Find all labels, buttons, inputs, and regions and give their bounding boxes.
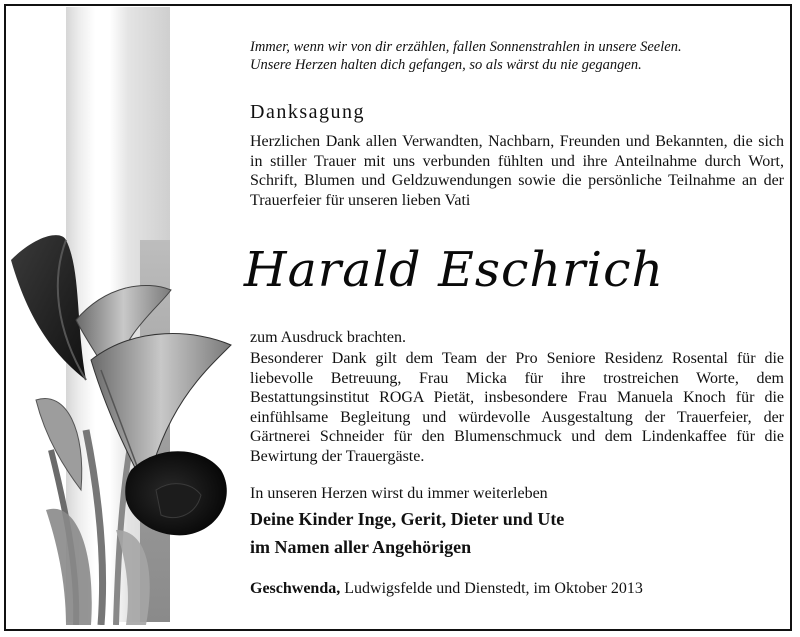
calla-lily-icon <box>6 230 236 625</box>
ausdruck-line: zum Ausdruck brachten. <box>250 329 406 346</box>
signature-line-1: Deine Kinder Inge, Gerit, Dieter und Ute <box>250 509 565 529</box>
heading: Danksagung <box>250 101 365 123</box>
poem-line-2: Unsere Herzen halten dich gefangen, so als wärst du nie gegangen. <box>250 57 642 73</box>
place-rest: Ludwigsfelde und Dienstedt, im Oktober 2013 <box>340 580 643 597</box>
special-thanks-paragraph: Besonderer Dank gilt dem Team der Pro Seniore Residenz Rosental für die liebevolle Betreuung, Frau Micka für ihre trostreichen Worte, dem Bestattungsinstitut ROGA Pietät, insbesondere Frau Manuela Knoch für die einfühlsame Begleitung und würdevolle Ausgestaltung der Trauerfeier, der Gärtnerei Schneider für den Blumenschmuck und dem Lindenkaffee für die Bewirtung der Trauergäste. <box>250 350 784 465</box>
place-date <box>250 580 643 598</box>
place-bold: Geschwenda, <box>250 580 341 597</box>
deceased-name: Harald Eschrich <box>243 242 665 298</box>
closing-line: In unseren Herzen wirst du immer weiterleben <box>250 485 548 502</box>
poem-line-1: Immer, wenn wir von dir erzählen, fallen Sonnenstrahlen in unsere Seelen. <box>250 39 682 55</box>
thanks-paragraph: Herzlichen Dank allen Verwandten, Nachbarn, Freunden und Bekannten, die sich in stiller Trauer mit uns verbunden fühlten und ihre Anteilnahme durch Wort, Schrift, Blumen und Geldzuwendungen sowie die persönliche Teilnahme an der Trauerfeier für unseren lieben Vati <box>250 133 784 209</box>
signature-line-2: im Namen aller Angehörigen <box>250 537 472 557</box>
poem <box>250 38 770 74</box>
